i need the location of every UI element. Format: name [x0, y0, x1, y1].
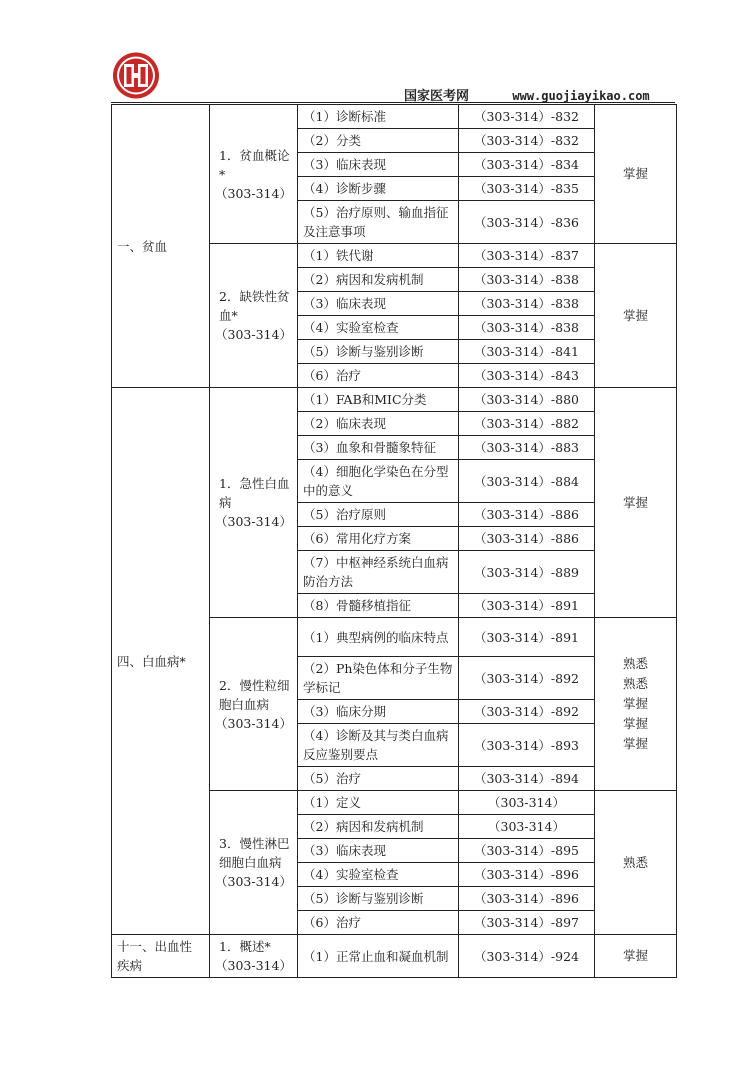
item-reference: （303-314）-892: [459, 700, 595, 724]
item-reference: （303-314）-880: [459, 388, 595, 412]
topic-cell: [210, 618, 298, 791]
topic-cell: [210, 791, 298, 935]
section-title: 一、贫血: [112, 105, 210, 388]
item-reference: （303-314）-894: [459, 767, 595, 791]
item-reference: （303-314）-896: [459, 863, 595, 887]
header-divider: [111, 102, 675, 103]
requirement-cell: [595, 244, 677, 388]
topic-code: （303-314）: [215, 185, 292, 201]
topic-title: 1．概述*: [219, 939, 271, 954]
item-reference: （303-314）-892: [459, 657, 595, 700]
item-text: （5）治疗原则、输血指征及注意事项: [298, 201, 459, 244]
item-text: （2）临床表现: [298, 412, 459, 436]
item-text: （6）治疗: [298, 911, 459, 935]
item-reference: （303-314）-836: [459, 201, 595, 244]
item-text: （2）病因和发病机制: [298, 268, 459, 292]
item-reference: （303-314）-832: [459, 105, 595, 129]
site-logo: [111, 51, 161, 100]
item-text: （6）治疗: [298, 364, 459, 388]
topic-title: 2．慢性粒细胞白血病: [219, 677, 290, 712]
item-text: （3）血象和骨髓象特征: [298, 436, 459, 460]
requirement-cell: [595, 388, 677, 618]
item-text: （1）铁代谢: [298, 244, 459, 268]
item-reference: （303-314）-886: [459, 527, 595, 551]
requirement-level: 掌握: [622, 696, 648, 711]
requirement-level: 掌握: [622, 716, 648, 731]
item-reference: （303-314）-882: [459, 412, 595, 436]
topic-code: （303-314）: [215, 514, 292, 529]
requirement-cell: [595, 618, 677, 791]
item-reference: （303-314）-891: [459, 594, 595, 618]
topic-cell: [210, 935, 298, 978]
topic-title: 2．缺铁性贫血*: [219, 289, 290, 323]
item-reference: （303-314）-841: [459, 340, 595, 364]
item-text: （4）诊断及其与类白血病反应鉴别要点: [298, 724, 459, 767]
item-text: （2）Ph染色体和分子生物学标记: [298, 657, 459, 700]
topic-title: 1．贫血概论*: [219, 147, 290, 182]
item-text: （8）骨髓移植指征: [298, 594, 459, 618]
table-row: [112, 388, 677, 412]
item-reference: （303-314）: [459, 815, 595, 839]
item-text: （2）病因和发病机制: [298, 815, 459, 839]
item-text: （1）诊断标准: [298, 105, 459, 129]
item-text: （4）诊断步骤: [298, 177, 459, 201]
requirement-level: 掌握: [622, 166, 648, 181]
site-name: 国家医考网: [404, 89, 470, 104]
syllabus-table: [111, 104, 677, 978]
item-reference: （303-314）-889: [459, 551, 595, 594]
item-reference: （303-314）-897: [459, 911, 595, 935]
requirement-level: 掌握: [622, 736, 648, 751]
site-url[interactable]: www.guojiayikao.com: [512, 89, 650, 103]
item-text: （2）分类: [298, 129, 459, 153]
table-row: [112, 935, 677, 978]
requirement-cell: [595, 791, 677, 935]
item-reference: （303-314）-838: [459, 268, 595, 292]
item-text: （3）临床分期: [298, 700, 459, 724]
topic-title: 3．慢性淋巴细胞白血病: [219, 836, 290, 870]
topic-code: （303-314）: [215, 327, 292, 342]
item-text: （3）临床表现: [298, 153, 459, 177]
item-reference: （303-314）-832: [459, 129, 595, 153]
item-reference: （303-314）: [459, 791, 595, 815]
item-reference: （303-314）-834: [459, 153, 595, 177]
section-title: 十一、出血性疾病: [112, 935, 210, 978]
item-text: （1）典型病例的临床特点: [298, 618, 459, 657]
item-reference: （303-314）-893: [459, 724, 595, 767]
item-reference: （303-314）-837: [459, 244, 595, 268]
item-reference: （303-314）-896: [459, 887, 595, 911]
item-text: （5）治疗原则: [298, 503, 459, 527]
item-text: （5）诊断与鉴别诊断: [298, 340, 459, 364]
item-reference: （303-314）-895: [459, 839, 595, 863]
item-text: （5）治疗: [298, 767, 459, 791]
item-reference: （303-314）-886: [459, 503, 595, 527]
item-reference: （303-314）-838: [459, 292, 595, 316]
topic-code: （303-314）: [215, 958, 292, 973]
requirement-level: 掌握: [622, 307, 648, 323]
requirement-level: 掌握: [622, 948, 648, 963]
topic-code: （303-314）: [215, 874, 292, 889]
item-reference: （303-314）-891: [459, 618, 595, 657]
item-reference: （303-314）-883: [459, 436, 595, 460]
item-text: （3）临床表现: [298, 839, 459, 863]
item-text: （1）FAB和MIC分类: [298, 388, 459, 412]
item-reference: （303-314）-924: [459, 935, 595, 978]
item-text: （1）定义: [298, 791, 459, 815]
section-title: 四、白血病*: [112, 388, 210, 935]
item-text: （1）正常止血和凝血机制: [298, 935, 459, 978]
requirement-cell: [595, 105, 677, 244]
topic-title: 1．急性白血病: [219, 476, 290, 510]
item-text: （4）细胞化学染色在分型中的意义: [298, 460, 459, 503]
item-text: （5）诊断与鉴别诊断: [298, 887, 459, 911]
requirement-level: 掌握: [622, 494, 648, 510]
requirement-level: 熟悉: [622, 676, 648, 691]
topic-code: （303-314）: [215, 715, 292, 731]
item-text: （4）实验室检查: [298, 863, 459, 887]
item-text: （4）实验室检查: [298, 316, 459, 340]
item-reference: （303-314）-838: [459, 316, 595, 340]
item-reference: （303-314）-884: [459, 460, 595, 503]
item-text: （6）常用化疗方案: [298, 527, 459, 551]
item-text: （3）临床表现: [298, 292, 459, 316]
item-reference: （303-314）-843: [459, 364, 595, 388]
requirement-cell: [595, 935, 677, 978]
topic-cell: [210, 105, 298, 244]
item-text: （7）中枢神经系统白血病防治方法: [298, 551, 459, 594]
requirement-level: 熟悉: [622, 854, 648, 870]
table-row: [112, 105, 677, 129]
topic-cell: [210, 388, 298, 618]
requirement-level: 熟悉: [622, 656, 648, 671]
topic-cell: [210, 244, 298, 388]
item-reference: （303-314）-835: [459, 177, 595, 201]
